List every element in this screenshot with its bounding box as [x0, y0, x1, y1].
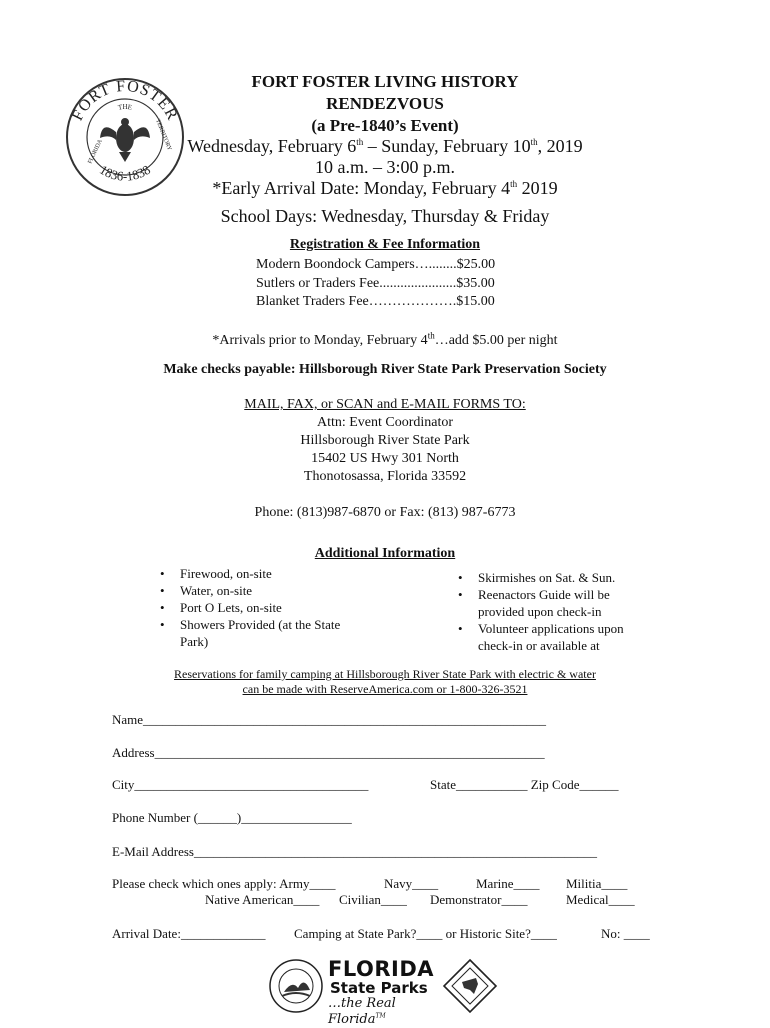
list-item: • Skirmishes on Sat. & Sun. [454, 569, 654, 586]
native-american-checkbox[interactable]: Native American____ [205, 892, 320, 907]
list-item: • Volunteer applications upon check-in or available at [454, 620, 654, 653]
list-item: • Reenactors Guide will be provided upon check-in [454, 586, 654, 620]
name-field[interactable]: Name______________________________________________________________ [112, 712, 547, 727]
state-zip-field[interactable]: State___________ Zip Code______ [430, 777, 619, 792]
early-arrival-date: *Early Arrival Date: Monday, February 4th 2019 [212, 178, 558, 198]
militia-checkbox[interactable]: Militia____ [566, 876, 628, 891]
email-field[interactable]: E-Mail Address______________________________________________________________ [112, 844, 597, 859]
fee-item: Blanket Traders Fee……………….$15.00 [256, 294, 495, 309]
address-line: Attn: Event Coordinator [316, 415, 454, 430]
event-time: 10 a.m. – 3:00 p.m. [315, 157, 455, 177]
address-line: Hillsborough River State Park [300, 433, 470, 448]
seal-the: THE [117, 103, 133, 112]
seal-left-text: FLORIDA [87, 138, 104, 165]
city-field[interactable]: City____________________________________ [112, 777, 369, 792]
additional-info-heading: Additional Information [314, 546, 456, 561]
list-item: • Water, on-site [156, 582, 366, 599]
tagline: …the Real Florida™ [328, 996, 396, 1027]
event-title-line2: RENDEZVOUS [326, 94, 444, 113]
list-item: • Port O Lets, on-site [156, 599, 366, 616]
florida-wordmark: FLORIDA [328, 957, 434, 981]
event-subtitle: (a Pre-1840’s Event) [311, 116, 459, 135]
apply-check-label: Please check which ones apply: Army____ [112, 876, 336, 891]
phone-fax: Phone: (813)987-6870 or Fax: (813) 987-6773 [254, 505, 516, 520]
address-line: 15402 US Hwy 301 North [311, 451, 459, 466]
park-service-badge-logo [442, 958, 498, 1014]
seal-right-text: TERRITORY [154, 118, 173, 152]
demonstrator-checkbox[interactable]: Demonstrator____ [430, 892, 528, 907]
marine-checkbox[interactable]: Marine____ [476, 876, 540, 891]
address-line: Thonotosassa, Florida 33592 [303, 469, 467, 484]
address-field[interactable]: Address____________________________________________________________ [112, 745, 545, 760]
checks-payable: Make checks payable: Hillsborough River State Park Preservation Society [163, 362, 607, 377]
list-item: • Showers Provided (at the State Park) [156, 616, 366, 650]
civilian-checkbox[interactable]: Civilian____ [339, 892, 407, 907]
florida-state-parks-logo [328, 957, 440, 1027]
event-dates: Wednesday, February 6th – Sunday, February 10th, 2019 [187, 136, 583, 156]
phone-number-field[interactable]: Phone Number (______)_________________ [112, 810, 352, 825]
navy-checkbox[interactable]: Navy____ [384, 876, 439, 891]
event-title-line1: FORT FOSTER LIVING HISTORY [251, 72, 519, 91]
early-arrival-fee-note: *Arrivals prior to Monday, February 4th…add $5.00 per night [212, 330, 558, 348]
seal-top-text: FORT FOSTER [68, 77, 181, 124]
list-item: • Firewood, on-site [156, 565, 366, 582]
mail-heading: MAIL, FAX, or SCAN and E-MAIL FORMS TO: [244, 397, 526, 412]
arrival-date-field[interactable]: Arrival Date:_____________ [112, 926, 266, 941]
no-field[interactable]: No: ____ [601, 926, 650, 941]
friends-seal-logo [268, 958, 324, 1014]
registration-heading: Registration & Fee Information [289, 237, 481, 252]
camping-site-field[interactable]: Camping at State Park?____ or Historic Site?____ [294, 926, 557, 941]
seal-years: 1836-1838 [97, 161, 153, 184]
fee-item: Sutlers or Traders Fee......................$35.00 [256, 276, 495, 291]
army-checkbox[interactable]: Army____ [279, 876, 336, 891]
additional-info-right-list [454, 569, 654, 653]
medical-checkbox[interactable]: Medical____ [566, 892, 635, 907]
state-parks-wordmark: State Parks [330, 979, 428, 997]
fee-item: Modern Boondock Campers…........$25.00 [256, 257, 496, 272]
reservations-note: Reservations for family camping at Hillsborough River State Park with electric & water can be made with ReserveAmerica.com or 1-800-326-3521 [174, 667, 596, 696]
school-days: School Days: Wednesday, Thursday & Friday [220, 206, 550, 226]
additional-info-left-list [156, 565, 366, 650]
